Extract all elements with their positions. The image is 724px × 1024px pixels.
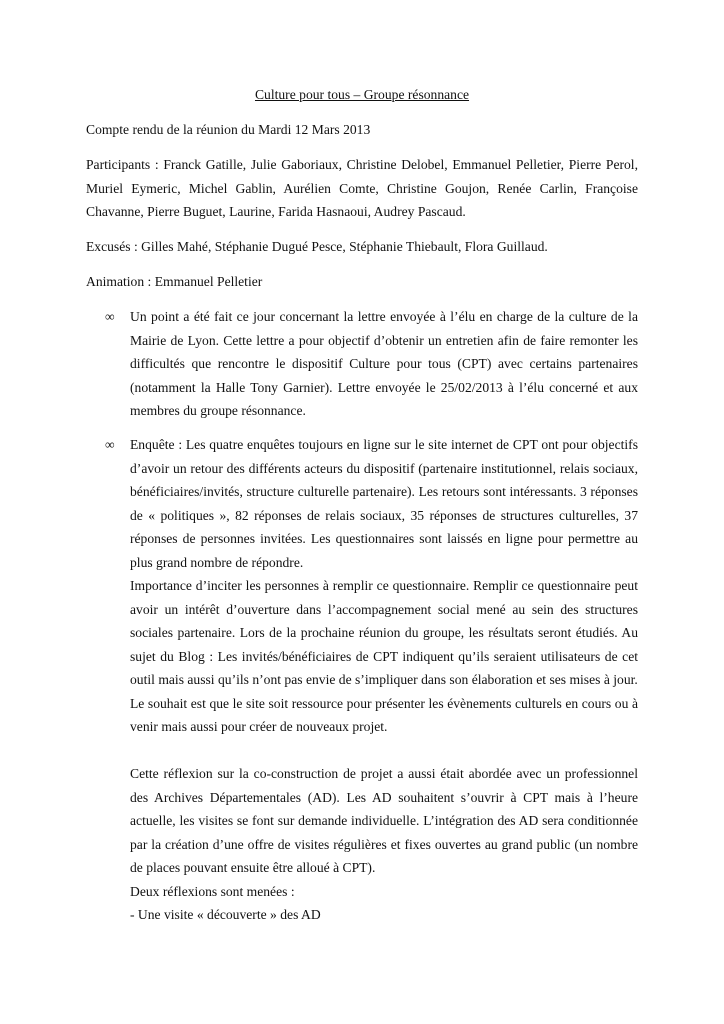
item-paragraph: Cette réflexion sur la co-construction de projet a aussi était abordée avec un professionnel des Archives Départementales (AD). Les AD souhaitent s’ouvrir à CPT mais à l’heure actuelle, les visites se font sur demande individuelle. L’intégration des AD sera conditionnée par la création d’une offre de visites régulières et fixes ouvertes au grand public (un nombre de places pouvant ensuite être alloué à CPT). — [130, 766, 638, 875]
item-paragraph: Enquête : Les quatre enquêtes toujours en ligne sur le site internet de CPT ont pour objectifs d’avoir un retour des différents acteurs du dispositif (partenaire institutionnel, relais sociaux, bénéficiaires/invités, structure culturelle partenaire). Les retours sont intéressants. 3 réponses de « politiques », 82 réponses de relais sociaux, 35 réponses de structures culturelles, 37 réponses de personnes invitées. Les questionnaires sont laissés en ligne pour permettre au plus grand nombre de répondre. — [130, 437, 638, 570]
item-paragraph: - Une visite « découverte » des AD — [130, 907, 321, 922]
meeting-date-line: Compte rendu de la réunion du Mardi 12 Mars 2013 — [86, 122, 371, 137]
infinity-bullet-icon: ∞ — [105, 309, 115, 324]
list-item — [86, 305, 638, 423]
infinity-bullet-icon: ∞ — [105, 437, 115, 452]
excuses-line: Excusés : Gilles Mahé, Stéphanie Dugué Pesce, Stéphanie Thiebault, Flora Guillaud. — [86, 239, 548, 254]
item-paragraph: Un point a été fait ce jour concernant la lettre envoyée à l’élu en charge de la culture de la Mairie de Lyon. Cette lettre a pour objectif d’obtenir un entretien afin de faire remonter les difficultés que rencontre le dispositif Culture pour tous (CPT) avec certains partenaires (notamment la Halle Tony Garnier). Lettre envoyée le 25/02/2013 à l’élu concerné et aux membres du groupe résonnance. — [130, 309, 638, 418]
list-item — [86, 433, 638, 927]
item-paragraph: Deux réflexions sont menées : — [130, 883, 295, 899]
participants-paragraph: Participants : Franck Gatille, Julie Gaboriaux, Christine Delobel, Emmanuel Pelletier, Pierre Perol, Muriel Eymeric, Michel Gablin, Aurélien Comte, Christine Goujon, Renée Carlin, Françoise Chavanne, Pierre Buguet, Laurine, Farida Hasnaoui, Audrey Pascaud. — [86, 157, 638, 219]
animation-line: Animation : Emmanuel Pelletier — [86, 274, 263, 289]
item-paragraph: Le souhait est que le site soit ressource pour présenter les évènements culturels en cours ou à venir mais aussi pour créer de nouveaux projet. — [130, 695, 638, 734]
item-paragraph: Importance d’inciter les personnes à remplir ce questionnaire. Remplir ce questionnaire peut avoir un intérêt d’ouverture dans l’accompagnement social mené au sein des structures sociales partenaire. Lors de la prochaine réunion du groupe, les résultats seront étudiés. Au sujet du Blog : Les invités/bénéficiaires de CPT indiquent qu’ils seraient utilisateurs de cet outil mais aussi qu’ils n’ont pas envie de s’impliquer dans son élaboration et ses mises à jour. — [130, 578, 638, 687]
paragraph-spacer — [130, 739, 638, 763]
document-title: Culture pour tous – Groupe résonnance — [254, 87, 470, 102]
